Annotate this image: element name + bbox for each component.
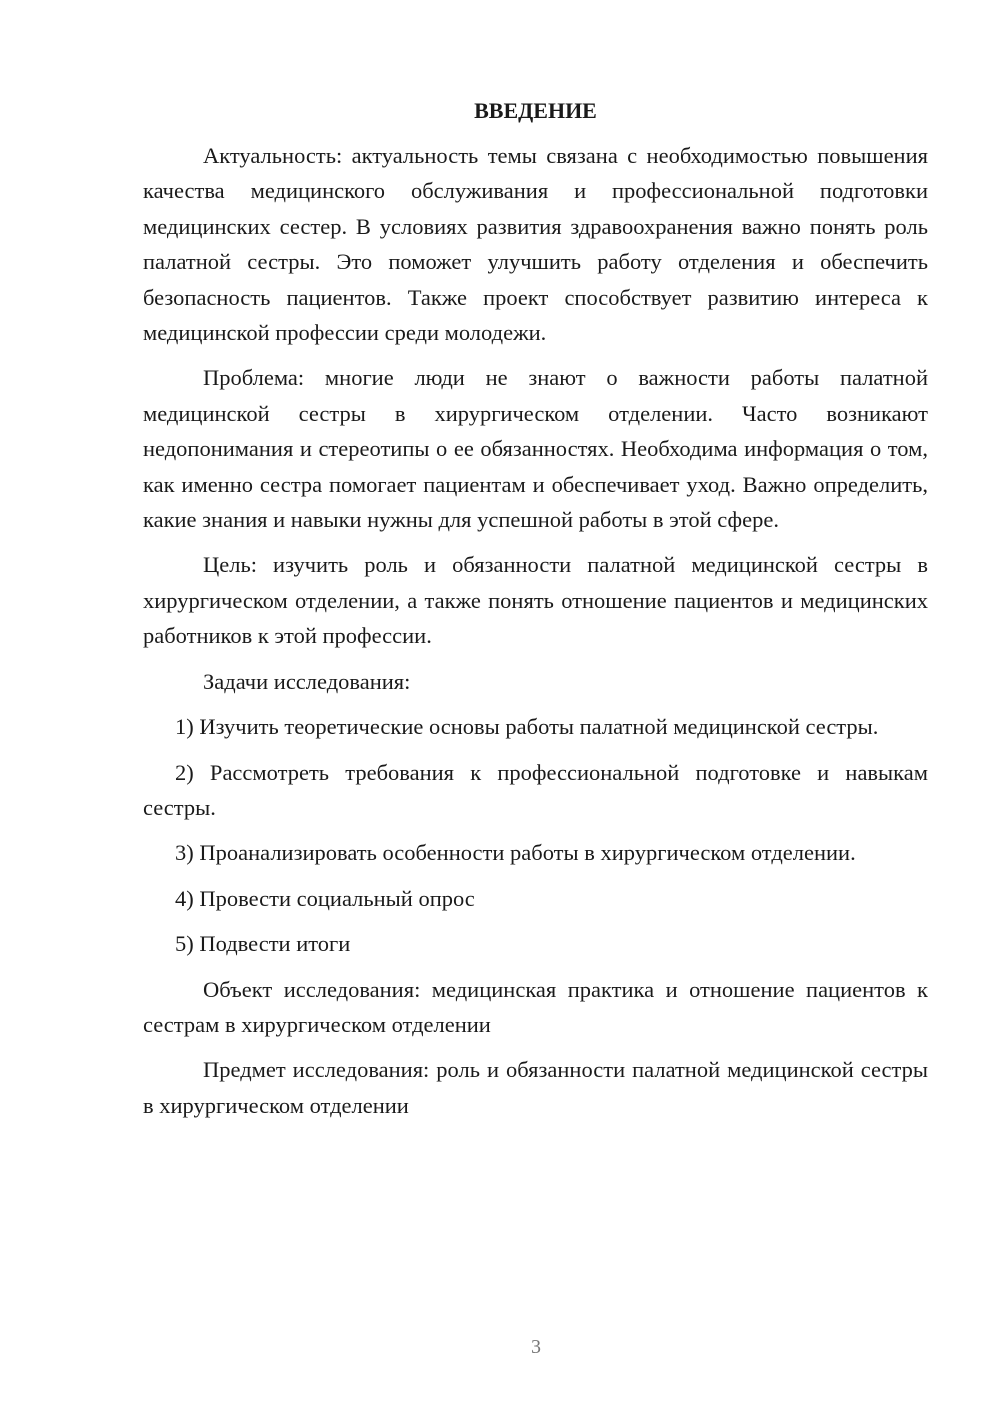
section-title: ВВЕДЕНИЕ: [474, 98, 597, 123]
task-item-5: 5) Подвести итоги: [175, 931, 351, 957]
task-item-2: 2) Рассмотреть требования к профессиональной подготовке и навыкам сестры.: [143, 759, 928, 820]
paragraph-subject: Предмет исследования: роль и обязанности палатной медицинской сестры в хирургическом отделении: [143, 1057, 928, 1118]
task-item-1: 1) Изучить теоретические основы работы палатной медицинской сестры.: [175, 714, 879, 740]
task-item-3: 3) Проанализировать особенности работы в хирургическом отделении.: [175, 840, 856, 866]
page-number: 3: [531, 1336, 541, 1358]
task-item-4: 4) Провести социальный опрос: [175, 885, 475, 911]
page-content: [143, 96, 928, 1123]
tasks-heading: Задачи исследования:: [203, 668, 411, 694]
paragraph-problem: Проблема: многие люди не знают о важности работы палатной медицинской сестры в хирургическом отделении. Часто возникают недопонимания и стереотипы о ее обязанностях. Необходима информация о том, как именно сестра помогает пациентам и обеспечивает уход. Важно определить, какие знания и навыки нужны для успешной работы в этой сфере.: [143, 365, 928, 533]
paragraph-goal: Цель: изучить роль и обязанности палатной медицинской сестры в хирургическом отделении, а также понять отношение пациентов и медицинских работников к этой профессии.: [143, 552, 928, 649]
paragraph-object: Объект исследования: медицинская практика и отношение пациентов к сестрам в хирургическом отделении: [143, 976, 928, 1037]
paragraph-relevance: Актуальность: актуальность темы связана с необходимостью повышения качества медицинского обслуживания и профессиональной подготовки медицинских сестер. В условиях развития здравоохранения важно понять роль палатной сестры. Это поможет улучшить работу отделения и обеспечить безопасность пациентов. Также проект способствует развитию интереса к медицинской профессии среди молодежи.: [143, 143, 928, 346]
